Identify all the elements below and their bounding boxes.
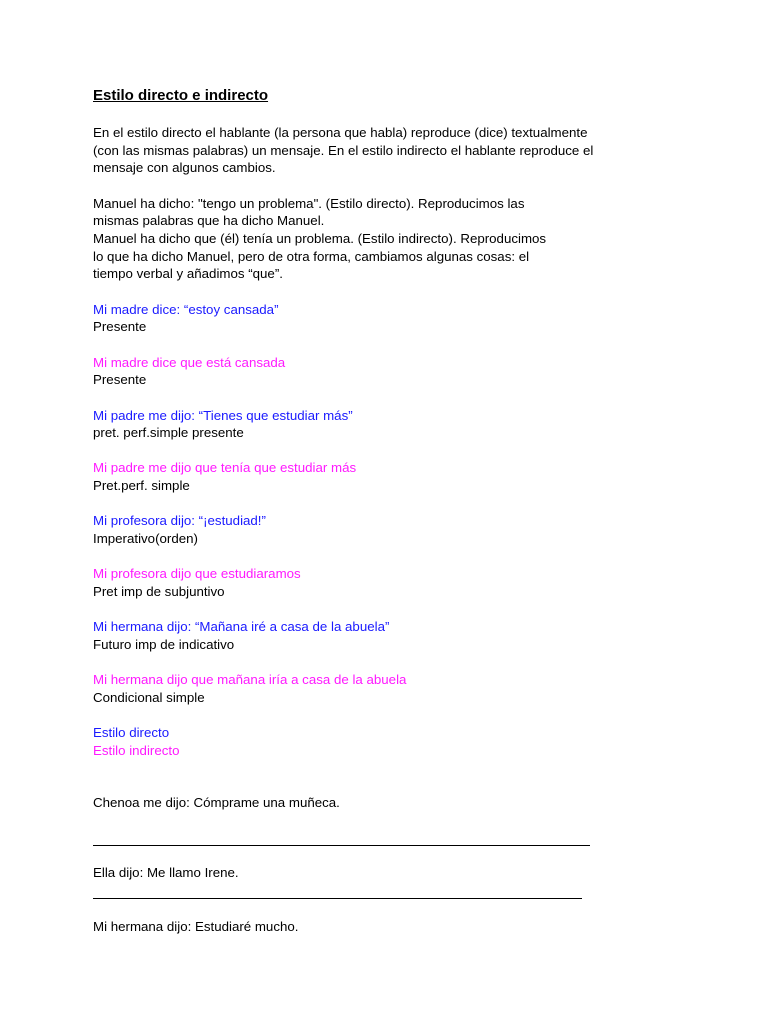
direct-sentence: Mi hermana dijo: “Mañana iré a casa de la abuela” (93, 619, 390, 634)
direct-sentence: Mi profesora dijo: “¡estudiad!” (93, 513, 266, 528)
indirect-sentence: Mi profesora dijo que estudiaramos (93, 566, 301, 581)
tense-label: Condicional simple (93, 690, 205, 705)
exercise-prompt: Mi hermana dijo: Estudiaré mucho. (93, 919, 299, 934)
indirect-sentence: Mi padre me dijo que tenía que estudiar más (93, 460, 357, 475)
tense-label: Presente (93, 372, 147, 387)
example-line-4: lo que ha dicho Manuel, pero de otra forma, cambiamos algunas cosas: el (93, 249, 530, 264)
tense-label: Pret.perf. simple (93, 478, 190, 493)
document-title: Estilo directo e indirecto (93, 87, 269, 104)
intro-line-3: mensaje con algunos cambios. (93, 160, 276, 175)
exercise-prompt: Ella dijo: Me llamo Irene. (93, 865, 239, 880)
exercise-prompt: Chenoa me dijo: Cómprame una muñeca. (93, 795, 340, 810)
tense-label: pret. perf.simple presente (93, 425, 244, 440)
intro-line-2: (con las mismas palabras) un mensaje. En el estilo indirecto el hablante reproduce el (93, 143, 594, 158)
tense-label: Futuro imp de indicativo (93, 637, 235, 652)
indirect-sentence: Mi madre dice que está cansada (93, 355, 286, 370)
answer-line[interactable] (93, 845, 590, 846)
direct-sentence: Mi padre me dijo: “Tienes que estudiar más” (93, 408, 353, 423)
tense-label: Imperativo(orden) (93, 531, 198, 546)
example-line-2: mismas palabras que ha dicho Manuel. (93, 213, 325, 228)
example-line-3: Manuel ha dicho que (él) tenía un problema. (Estilo indirecto). Reproducimos (93, 231, 547, 246)
tense-label: Presente (93, 319, 147, 334)
example-line-1: Manuel ha dicho: "tengo un problema". (Estilo directo). Reproducimos las (93, 196, 525, 211)
direct-sentence: Mi madre dice: “estoy cansada” (93, 302, 279, 317)
tense-label: Pret imp de subjuntivo (93, 584, 225, 599)
indirect-sentence: Mi hermana dijo que mañana iría a casa de la abuela (93, 672, 407, 687)
legend-direct: Estilo directo (93, 725, 170, 740)
intro-line-1: En el estilo directo el hablante (la persona que habla) reproduce (dice) textualmente (93, 125, 588, 140)
example-line-5: tiempo verbal y añadimos “que”. (93, 266, 283, 281)
legend-indirect: Estilo indirecto (93, 743, 180, 758)
answer-line[interactable] (93, 898, 582, 899)
